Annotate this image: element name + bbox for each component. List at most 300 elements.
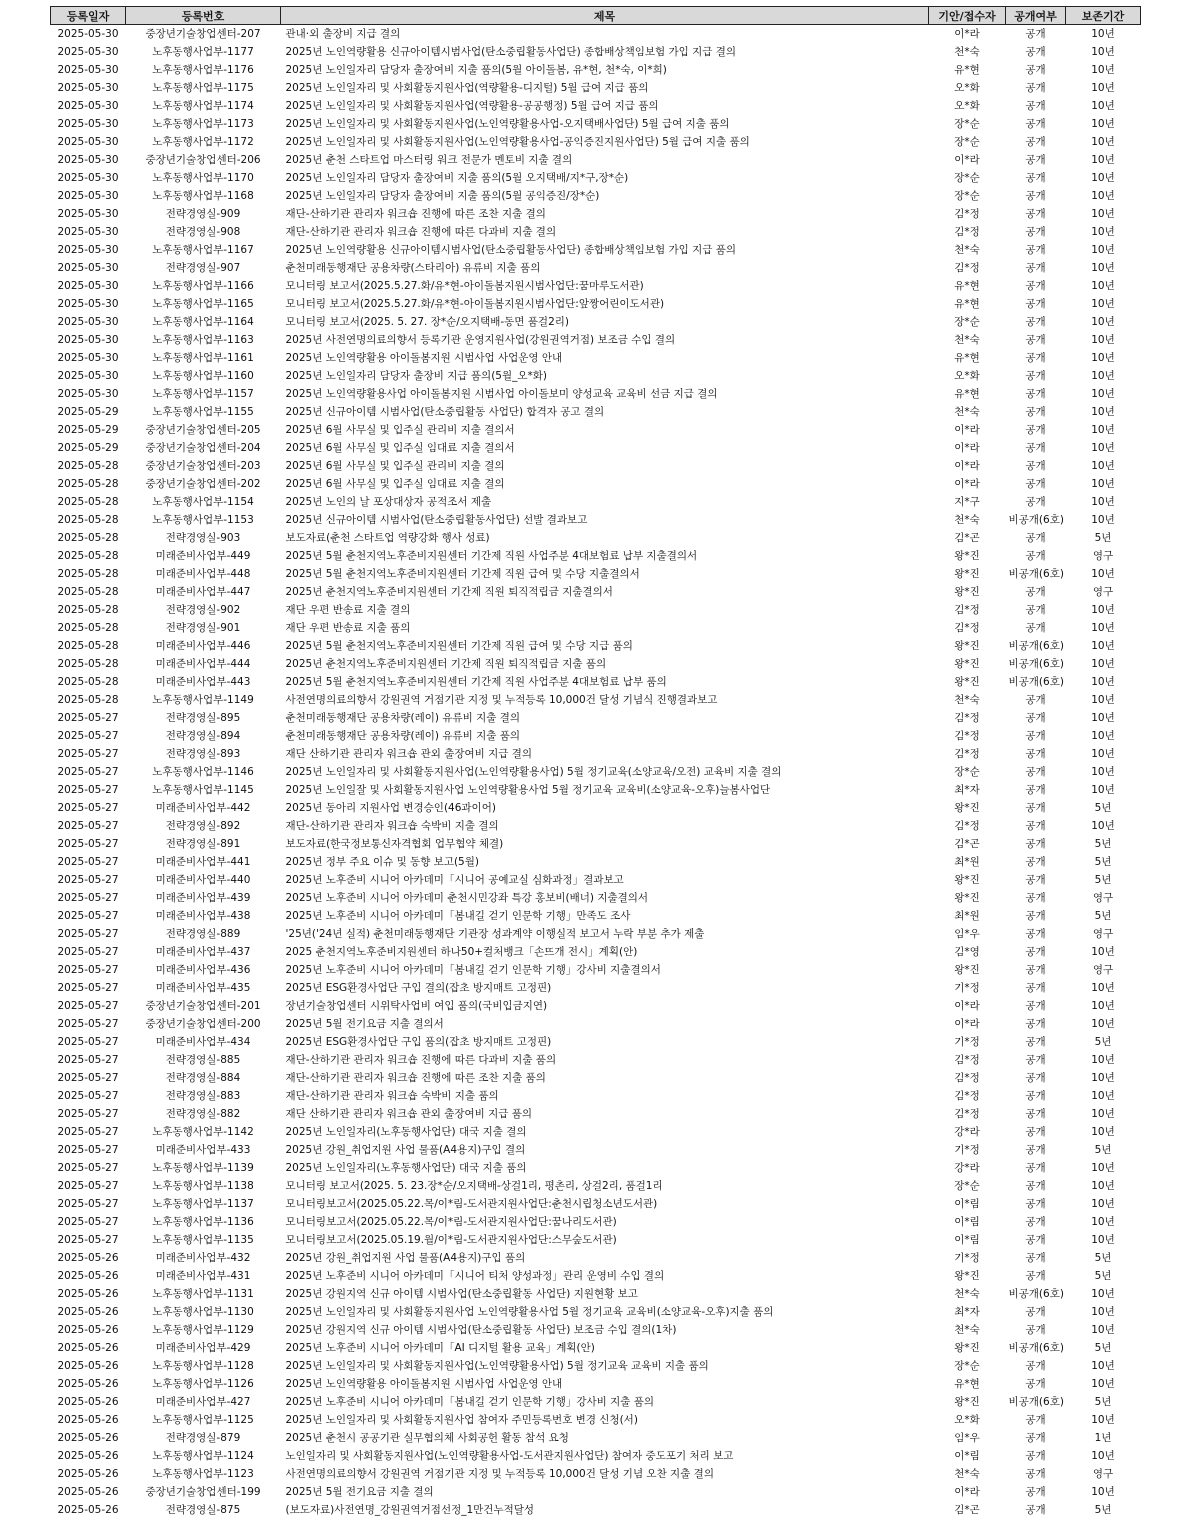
cell-reg-number: 중장년기술창업센터-206 <box>145 154 261 166</box>
cell-retention: 영구 <box>1092 1468 1114 1480</box>
cell-title: 모니터링보고서(2025.05.22.목/이*림-도서관지원사업단:꿈나리도서관) <box>285 1216 617 1228</box>
cell-disclosure: 비공개(6호) <box>1008 676 1064 688</box>
cell-retention: 영구 <box>1092 964 1114 976</box>
header-retention: 보존기간 <box>1066 7 1141 25</box>
cell-retention: 영구 <box>1092 928 1114 940</box>
cell-drafter: 김*곤 <box>954 532 980 544</box>
header-drafter: 기안/접수자 <box>929 7 1006 25</box>
cell-title: 2025년 강원_취업지원 사업 물품(A4용지)구입 품의 <box>285 1252 526 1264</box>
cell-disclosure: 공개 <box>1025 604 1046 616</box>
document-register <box>50 6 1140 1519</box>
cell-disclosure: 공개 <box>1025 1504 1046 1516</box>
cell-retention: 10년 <box>1091 460 1115 472</box>
cell-drafter: 임*우 <box>954 1432 980 1444</box>
table-row <box>51 925 1141 943</box>
cell-drafter: 천*숙 <box>954 244 980 256</box>
cell-reg-number: 전략경영실-909 <box>165 208 241 220</box>
table-row <box>51 43 1141 61</box>
cell-reg-number: 미래준비사업부-435 <box>155 982 251 994</box>
table-row <box>51 133 1141 151</box>
cell-retention: 10년 <box>1091 316 1115 328</box>
cell-disclosure: 공개 <box>1025 892 1046 904</box>
cell-title: 2025년 6월 사무실 및 입주실 임대료 지출 결의 <box>285 478 505 490</box>
cell-date: 2025-05-27 <box>57 1216 119 1228</box>
cell-date: 2025-05-28 <box>57 694 119 706</box>
table-row <box>51 1069 1141 1087</box>
cell-title: 2025년 동아리 지원사업 변경승인(46과이어) <box>285 802 496 814</box>
cell-reg-number: 노후동행사업부-1173 <box>152 118 254 130</box>
cell-date: 2025-05-26 <box>57 1396 119 1408</box>
cell-reg-number: 중장년기술창업센터-207 <box>145 28 261 40</box>
table-row <box>51 511 1141 529</box>
header-title: 제목 <box>281 7 929 25</box>
cell-drafter: 김*정 <box>954 1054 980 1066</box>
cell-reg-number: 노후동행사업부-1138 <box>152 1180 254 1192</box>
cell-reg-number: 노후동행사업부-1124 <box>152 1450 254 1462</box>
cell-drafter: 왕*진 <box>954 1396 980 1408</box>
cell-reg-number: 노후동행사업부-1155 <box>152 406 254 418</box>
cell-retention: 영구 <box>1092 892 1114 904</box>
cell-disclosure: 공개 <box>1025 82 1046 94</box>
cell-reg-number: 노후동행사업부-1139 <box>152 1162 254 1174</box>
cell-retention: 10년 <box>1091 1360 1115 1372</box>
cell-date: 2025-05-27 <box>57 1000 119 1012</box>
cell-date: 2025-05-28 <box>57 550 119 562</box>
cell-title: 2025년 노인의 날 포상대상자 공적조서 제출 <box>285 496 492 508</box>
cell-disclosure: 공개 <box>1025 1072 1046 1084</box>
cell-drafter: 김*정 <box>954 208 980 220</box>
table-row <box>51 529 1141 547</box>
cell-drafter: 천*숙 <box>954 514 980 526</box>
cell-date: 2025-05-27 <box>57 784 119 796</box>
cell-disclosure: 공개 <box>1025 838 1046 850</box>
cell-retention: 10년 <box>1091 1162 1115 1174</box>
cell-date: 2025-05-30 <box>57 154 119 166</box>
cell-date: 2025-05-30 <box>57 208 119 220</box>
cell-drafter: 천*숙 <box>954 46 980 58</box>
cell-disclosure: 공개 <box>1025 262 1046 274</box>
cell-reg-number: 미래준비사업부-448 <box>155 568 251 580</box>
cell-reg-number: 미래준비사업부-437 <box>155 946 251 958</box>
cell-disclosure: 공개 <box>1025 730 1046 742</box>
cell-reg-number: 전략경영실-902 <box>165 604 241 616</box>
cell-reg-number: 노후동행사업부-1160 <box>152 370 254 382</box>
cell-drafter: 이*라 <box>954 28 980 40</box>
table-row <box>51 259 1141 277</box>
cell-drafter: 기*정 <box>954 982 980 994</box>
cell-retention: 10년 <box>1091 64 1115 76</box>
table-row <box>51 457 1141 475</box>
cell-disclosure: 공개 <box>1025 496 1046 508</box>
cell-retention: 10년 <box>1091 46 1115 58</box>
cell-disclosure: 비공개(6호) <box>1008 1396 1064 1408</box>
cell-retention: 10년 <box>1091 784 1115 796</box>
cell-retention: 10년 <box>1091 622 1115 634</box>
cell-disclosure: 공개 <box>1025 784 1046 796</box>
cell-title: 2025년 노인역량활용 신규아이템시범사업(탄소중립활동사업단) 종합배상책임보험 가입 지급 결의 <box>285 46 737 58</box>
cell-drafter: 천*숙 <box>954 1468 980 1480</box>
cell-retention: 10년 <box>1091 136 1115 148</box>
cell-date: 2025-05-26 <box>57 1342 119 1354</box>
cell-disclosure: 공개 <box>1025 1162 1046 1174</box>
cell-drafter: 최*자 <box>954 784 980 796</box>
cell-retention: 10년 <box>1091 1072 1115 1084</box>
cell-drafter: 왕*진 <box>954 586 980 598</box>
cell-date: 2025-05-27 <box>57 1072 119 1084</box>
cell-retention: 10년 <box>1091 244 1115 256</box>
cell-title: (보도자료)사전연명_강원권역거점선정_1만건누적달성 <box>285 1504 535 1516</box>
cell-date: 2025-05-28 <box>57 532 119 544</box>
cell-title: 모니터링 보고서(2025. 5. 23.장*순/오지택배-상걸1리, 평촌리, 상걸2리, 품걸1리 <box>285 1180 663 1192</box>
cell-date: 2025-05-27 <box>57 1018 119 1030</box>
cell-date: 2025-05-30 <box>57 370 119 382</box>
cell-retention: 5년 <box>1094 1252 1112 1264</box>
cell-reg-number: 노후동행사업부-1164 <box>152 316 254 328</box>
cell-reg-number: 노후동행사업부-1128 <box>152 1360 254 1372</box>
cell-drafter: 김*정 <box>954 1072 980 1084</box>
table-row <box>51 943 1141 961</box>
table-row <box>51 1141 1141 1159</box>
table-row <box>51 169 1141 187</box>
cell-drafter: 오*화 <box>954 82 980 94</box>
cell-date: 2025-05-30 <box>57 280 119 292</box>
cell-disclosure: 공개 <box>1025 1270 1046 1282</box>
cell-title: 2025년 5월 전기요금 지출 결의서 <box>285 1018 444 1030</box>
cell-date: 2025-05-27 <box>57 712 119 724</box>
cell-date: 2025-05-30 <box>57 64 119 76</box>
cell-drafter: 최*자 <box>954 1306 980 1318</box>
cell-reg-number: 노후동행사업부-1146 <box>152 766 254 778</box>
cell-reg-number: 전략경영실-875 <box>165 1504 241 1516</box>
table-row <box>51 1285 1141 1303</box>
cell-date: 2025-05-28 <box>57 622 119 634</box>
cell-disclosure: 공개 <box>1025 766 1046 778</box>
cell-title: 2025년 노인일자리 및 사회활동지원사업(노인역량활용사업) 5월 정기교육 교육비 지출 품의 <box>285 1360 709 1372</box>
table-row <box>51 115 1141 133</box>
cell-disclosure: 공개 <box>1025 964 1046 976</box>
cell-date: 2025-05-28 <box>57 478 119 490</box>
cell-title: 2025년 사전연명의료의향서 등록기관 운영지원사업(강원권역거점) 보조금 수입 결의 <box>285 334 676 346</box>
table-row <box>51 223 1141 241</box>
table-row <box>51 1357 1141 1375</box>
cell-date: 2025-05-30 <box>57 46 119 58</box>
cell-retention: 5년 <box>1094 838 1112 850</box>
cell-title: 2025년 노인일자리 및 사회활동지원사업(노인역량활용사업) 5월 정기교육(소양교육/오전) 교육비 지출 결의 <box>285 766 782 778</box>
table-row <box>51 961 1141 979</box>
table-row <box>51 727 1141 745</box>
cell-title: 2025년 신규아이템 시범사업(탄소중립활동사업단) 선발 결과보고 <box>285 514 588 526</box>
cell-reg-number: 중장년기술창업센터-203 <box>145 460 261 472</box>
cell-disclosure: 공개 <box>1025 1126 1046 1138</box>
cell-reg-number: 미래준비사업부-431 <box>155 1270 251 1282</box>
cell-retention: 5년 <box>1094 1144 1112 1156</box>
cell-disclosure: 공개 <box>1025 316 1046 328</box>
cell-disclosure: 공개 <box>1025 748 1046 760</box>
cell-date: 2025-05-26 <box>57 1324 119 1336</box>
cell-drafter: 김*정 <box>954 820 980 832</box>
table-row <box>51 1375 1141 1393</box>
cell-disclosure: 공개 <box>1025 1000 1046 1012</box>
cell-reg-number: 미래준비사업부-438 <box>155 910 251 922</box>
cell-retention: 10년 <box>1091 496 1115 508</box>
cell-title: 2025년 춘천 스타트업 마스터링 워크 전문가 멘토비 지출 결의 <box>285 154 573 166</box>
cell-disclosure: 공개 <box>1025 226 1046 238</box>
table-row <box>51 439 1141 457</box>
cell-title: 모니터링 보고서(2025.5.27.화/유*현-아이돌봄지원시범사업단:앞짱어린이도서관) <box>285 298 665 310</box>
cell-retention: 10년 <box>1091 640 1115 652</box>
table-row <box>51 97 1141 115</box>
cell-title: 보도자료(춘천 스타트업 역량강화 행사 성료) <box>285 532 490 544</box>
cell-title: 2025년 노인일잘 및 사회활동지원사업 노인역량활용사업 5월 정기교육 교육비(소양교육-오후)늘봄사업단 <box>285 784 771 796</box>
cell-drafter: 김*정 <box>954 1090 980 1102</box>
cell-retention: 10년 <box>1091 1486 1115 1498</box>
cell-disclosure: 공개 <box>1025 1180 1046 1192</box>
table-row <box>51 421 1141 439</box>
cell-reg-number: 중장년기술창업센터-201 <box>145 1000 261 1012</box>
cell-disclosure: 공개 <box>1025 820 1046 832</box>
table-row <box>51 1321 1141 1339</box>
cell-date: 2025-05-27 <box>57 874 119 886</box>
cell-title: 2025년 노인일자리 및 사회활동지원사업(노인역량활용사업-오지택배사업단) 5월 급여 지출 품의 <box>285 118 730 130</box>
cell-drafter: 천*숙 <box>954 334 980 346</box>
cell-date: 2025-05-28 <box>57 514 119 526</box>
table-row <box>51 817 1141 835</box>
cell-retention: 5년 <box>1094 856 1112 868</box>
cell-reg-number: 노후동행사업부-1142 <box>152 1126 254 1138</box>
cell-date: 2025-05-27 <box>57 1054 119 1066</box>
cell-date: 2025-05-27 <box>57 1090 119 1102</box>
cell-retention: 영구 <box>1092 586 1114 598</box>
cell-reg-number: 노후동행사업부-1136 <box>152 1216 254 1228</box>
cell-title: 2025년 6월 사무실 및 입주실 관리비 지출 결의서 <box>285 424 515 436</box>
cell-disclosure: 공개 <box>1025 1414 1046 1426</box>
cell-drafter: 강*라 <box>954 1126 980 1138</box>
table-row <box>51 691 1141 709</box>
cell-retention: 5년 <box>1094 1270 1112 1282</box>
table-row <box>51 1123 1141 1141</box>
cell-disclosure: 공개 <box>1025 172 1046 184</box>
table-row <box>51 1213 1141 1231</box>
cell-drafter: 유*현 <box>954 352 980 364</box>
cell-title: 2025년 노인일자리 및 사회활동지원사업(노인역량활용사업-공익증진지원사업단) 5월 급여 지출 품의 <box>285 136 750 148</box>
table-row <box>51 835 1141 853</box>
cell-title: 사전연명의료의향서 강원권역 거점기관 지정 및 누적등록 10,000건 달성 기념식 진행결과보고 <box>285 694 718 706</box>
cell-date: 2025-05-30 <box>57 244 119 256</box>
cell-reg-number: 노후동행사업부-1137 <box>152 1198 254 1210</box>
cell-drafter: 이*림 <box>954 1450 980 1462</box>
table-row <box>51 565 1141 583</box>
cell-reg-number: 미래준비사업부-444 <box>155 658 251 670</box>
cell-disclosure: 비공개(6호) <box>1008 514 1064 526</box>
cell-disclosure: 공개 <box>1025 1432 1046 1444</box>
cell-disclosure: 공개 <box>1025 280 1046 292</box>
cell-retention: 10년 <box>1091 1108 1115 1120</box>
cell-title: 보도자료(한국정보통신자격협회 업무협약 체결) <box>285 838 504 850</box>
cell-reg-number: 전략경영실-885 <box>165 1054 241 1066</box>
cell-drafter: 기*정 <box>954 1036 980 1048</box>
table-row <box>51 295 1141 313</box>
cell-drafter: 왕*진 <box>954 550 980 562</box>
cell-date: 2025-05-26 <box>57 1288 119 1300</box>
cell-drafter: 김*정 <box>954 748 980 760</box>
cell-disclosure: 공개 <box>1025 28 1046 40</box>
cell-date: 2025-05-27 <box>57 928 119 940</box>
cell-reg-number: 노후동행사업부-1145 <box>152 784 254 796</box>
cell-disclosure: 공개 <box>1025 1090 1046 1102</box>
cell-date: 2025-05-26 <box>57 1504 119 1516</box>
cell-drafter: 김*곤 <box>954 1504 980 1516</box>
cell-disclosure: 공개 <box>1025 460 1046 472</box>
cell-drafter: 김*정 <box>954 604 980 616</box>
cell-date: 2025-05-27 <box>57 1234 119 1246</box>
table-row <box>51 151 1141 169</box>
cell-retention: 10년 <box>1091 982 1115 994</box>
cell-drafter: 왕*진 <box>954 640 980 652</box>
table-row <box>51 1231 1141 1249</box>
cell-disclosure: 공개 <box>1025 1486 1046 1498</box>
cell-disclosure: 공개 <box>1025 1216 1046 1228</box>
cell-title: 2025년 노후준비 시니어 아카데미「봄내길 걷기 인문학 기행」강사비 지출 품의 <box>285 1396 655 1408</box>
cell-disclosure: 공개 <box>1025 1018 1046 1030</box>
cell-reg-number: 미래준비사업부-432 <box>155 1252 251 1264</box>
cell-date: 2025-05-30 <box>57 352 119 364</box>
cell-date: 2025-05-30 <box>57 388 119 400</box>
header-disclosure: 공개여부 <box>1006 7 1066 25</box>
cell-disclosure: 공개 <box>1025 1252 1046 1264</box>
cell-retention: 10년 <box>1091 298 1115 310</box>
cell-drafter: 왕*진 <box>954 964 980 976</box>
cell-reg-number: 미래준비사업부-434 <box>155 1036 251 1048</box>
cell-retention: 10년 <box>1091 1288 1115 1300</box>
cell-title: 2025년 노인역량활용 아이돌봄지원 시범사업 사업운영 안내 <box>285 1378 563 1390</box>
cell-title: 2025년 노인일자리 담당자 출장비 지급 품의(5월_오*화) <box>285 370 547 382</box>
cell-drafter: 이*라 <box>954 154 980 166</box>
cell-title: 2025년 노인일자리 및 사회활동지원사업(역량활용-공공행정) 5월 급여 지급 품의 <box>285 100 659 112</box>
cell-drafter: 장*순 <box>954 1180 980 1192</box>
cell-drafter: 김*정 <box>954 622 980 634</box>
cell-retention: 5년 <box>1094 532 1112 544</box>
cell-reg-number: 노후동행사업부-1131 <box>152 1288 254 1300</box>
cell-drafter: 장*순 <box>954 136 980 148</box>
cell-date: 2025-05-28 <box>57 604 119 616</box>
cell-drafter: 최*원 <box>954 856 980 868</box>
cell-retention: 10년 <box>1091 694 1115 706</box>
cell-drafter: 오*화 <box>954 100 980 112</box>
cell-title: 2025년 강원지역 신규 아이템 시범사업(탄소중립활동 사업단) 지원현황 보고 <box>285 1288 638 1300</box>
cell-date: 2025-05-26 <box>57 1468 119 1480</box>
table-row <box>51 979 1141 997</box>
cell-disclosure: 공개 <box>1025 982 1046 994</box>
cell-retention: 1년 <box>1094 1432 1112 1444</box>
cell-reg-number: 노후동행사업부-1168 <box>152 190 254 202</box>
table-row <box>51 619 1141 637</box>
cell-retention: 10년 <box>1091 1378 1115 1390</box>
cell-date: 2025-05-27 <box>57 982 119 994</box>
cell-title: 2025년 노후준비 시니어 아카데미「봄내길 걷기 인문학 기행」만족도 조사 <box>285 910 631 922</box>
cell-drafter: 기*정 <box>954 1252 980 1264</box>
cell-drafter: 왕*진 <box>954 874 980 886</box>
cell-title: 2025년 노후준비 시니어 아카데미 춘천시민강좌 특강 홍보비(배너) 지출결의서 <box>285 892 649 904</box>
cell-retention: 5년 <box>1094 1342 1112 1354</box>
cell-retention: 10년 <box>1091 226 1115 238</box>
cell-retention: 10년 <box>1091 280 1115 292</box>
cell-reg-number: 미래준비사업부-433 <box>155 1144 251 1156</box>
cell-drafter: 유*현 <box>954 64 980 76</box>
table-row <box>51 1267 1141 1285</box>
cell-title: 모니터링 보고서(2025. 5. 27. 장*순/오지택배-동면 품걸2리) <box>285 316 569 328</box>
cell-date: 2025-05-29 <box>57 424 119 436</box>
cell-drafter: 김*정 <box>954 262 980 274</box>
cell-retention: 10년 <box>1091 208 1115 220</box>
cell-retention: 10년 <box>1091 730 1115 742</box>
table-row <box>51 385 1141 403</box>
cell-title: 2025년 정부 주요 이슈 및 동향 보고(5월) <box>285 856 479 868</box>
cell-drafter: 천*숙 <box>954 1288 980 1300</box>
cell-retention: 10년 <box>1091 82 1115 94</box>
cell-reg-number: 전략경영실-883 <box>165 1090 241 1102</box>
table-row <box>51 367 1141 385</box>
cell-date: 2025-05-30 <box>57 82 119 94</box>
cell-disclosure: 공개 <box>1025 1378 1046 1390</box>
cell-drafter: 김*정 <box>954 1108 980 1120</box>
cell-disclosure: 비공개(6호) <box>1008 568 1064 580</box>
cell-drafter: 이*라 <box>954 1000 980 1012</box>
cell-reg-number: 노후동행사업부-1172 <box>152 136 254 148</box>
cell-drafter: 이*림 <box>954 1234 980 1246</box>
cell-date: 2025-05-27 <box>57 1180 119 1192</box>
cell-date: 2025-05-27 <box>57 802 119 814</box>
cell-disclosure: 공개 <box>1025 442 1046 454</box>
cell-date: 2025-05-27 <box>57 910 119 922</box>
cell-title: 2025년 5월 춘천지역노후준비지원센터 기간제 직원 급여 및 수당 지출결의서 <box>285 568 640 580</box>
cell-title: 춘천미래동행재단 공용차량(레이) 유류비 지출 결의 <box>285 712 521 724</box>
cell-disclosure: 공개 <box>1025 190 1046 202</box>
cell-retention: 10년 <box>1091 1090 1115 1102</box>
table-row <box>51 79 1141 97</box>
cell-date: 2025-05-26 <box>57 1306 119 1318</box>
cell-disclosure: 비공개(6호) <box>1008 1288 1064 1300</box>
cell-title: 2025년 노후준비 시니어 아카데미「시니어 공예교실 심화과정」결과보고 <box>285 874 624 886</box>
cell-disclosure: 공개 <box>1025 406 1046 418</box>
cell-reg-number: 중장년기술창업센터-200 <box>145 1018 261 1030</box>
cell-disclosure: 공개 <box>1025 1234 1046 1246</box>
cell-disclosure: 공개 <box>1025 1054 1046 1066</box>
cell-title: 2025년 ESG환경사업단 구입 결의(잡초 방지매트 고정핀) <box>285 982 552 994</box>
cell-title: 재단 산하기관 관리자 워크숍 관외 출장여비 지급 품의 <box>285 1108 533 1120</box>
cell-disclosure: 공개 <box>1025 1198 1046 1210</box>
cell-retention: 10년 <box>1091 118 1115 130</box>
cell-retention: 10년 <box>1091 1054 1115 1066</box>
cell-drafter: 김*정 <box>954 730 980 742</box>
cell-drafter: 이*라 <box>954 424 980 436</box>
cell-title: 2025년 춘천지역노후준비지원센터 기간제 직원 퇴직적립금 지출 품의 <box>285 658 607 670</box>
cell-reg-number: 중장년기술창업센터-204 <box>145 442 261 454</box>
table-body <box>51 25 1141 1520</box>
cell-disclosure: 공개 <box>1025 1360 1046 1372</box>
cell-reg-number: 노후동행사업부-1149 <box>152 694 254 706</box>
cell-disclosure: 공개 <box>1025 622 1046 634</box>
cell-date: 2025-05-27 <box>57 820 119 832</box>
cell-drafter: 이*라 <box>954 1486 980 1498</box>
cell-reg-number: 전략경영실-894 <box>165 730 241 742</box>
cell-drafter: 왕*진 <box>954 568 980 580</box>
cell-retention: 10년 <box>1091 442 1115 454</box>
cell-title: 모니터링 보고서(2025.5.27.화/유*현-아이돌봄지원시범사업단:꿈마루도서관) <box>285 280 644 292</box>
table-row <box>51 331 1141 349</box>
cell-drafter: 지*구 <box>954 496 980 508</box>
cell-disclosure: 공개 <box>1025 550 1046 562</box>
table-row <box>51 1051 1141 1069</box>
